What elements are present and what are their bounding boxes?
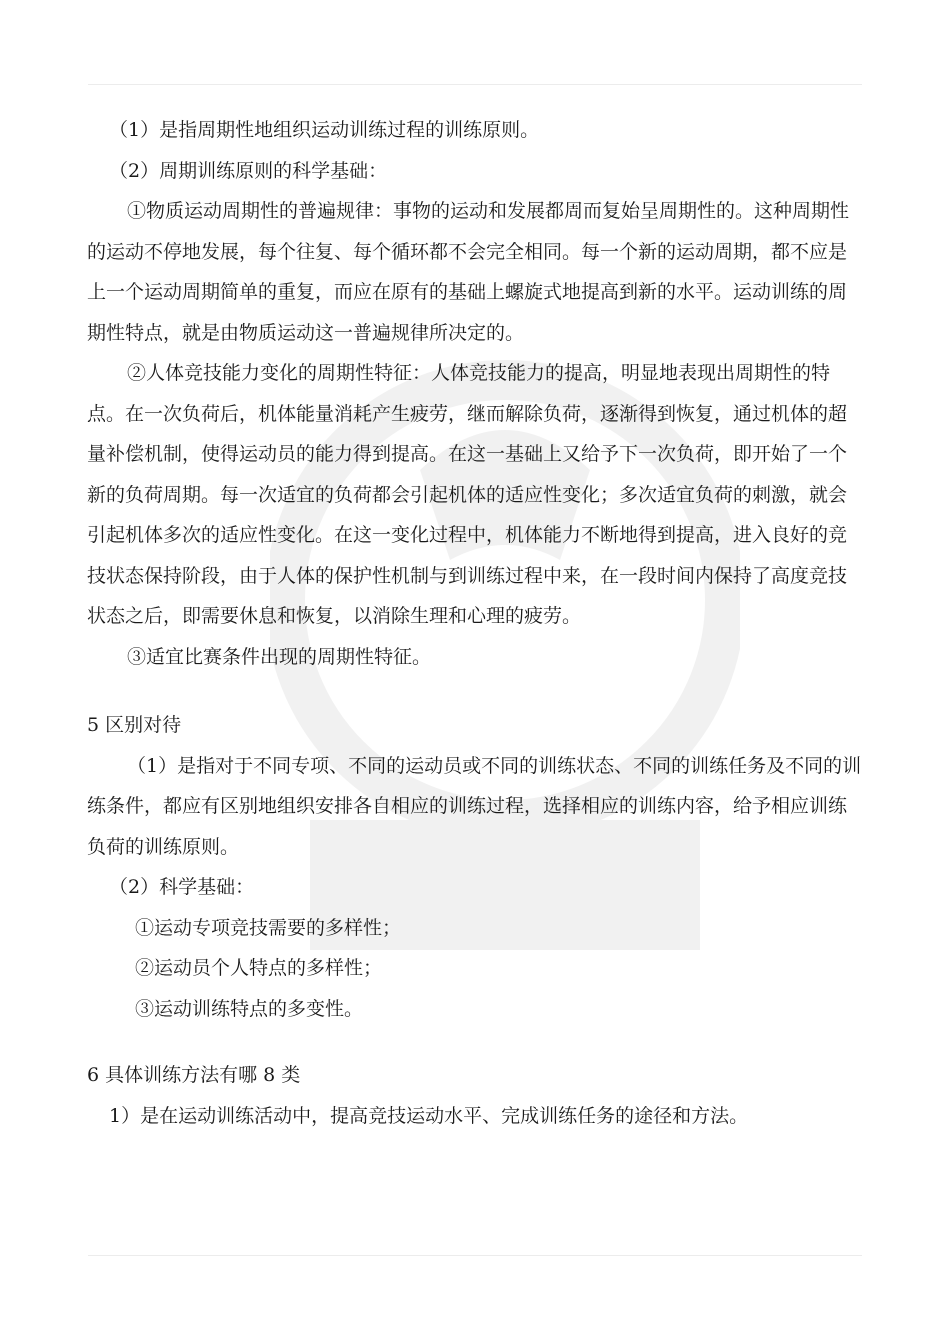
paragraph: ②人体竞技能力变化的周期性特征：人体竞技能力的提高，明显地表现出周期性的特点。在一次负荷后，机体能量消耗产生疲劳，继而解除负荷，逐渐得到恢复，通过机体的超量补偿机制，使得运动员的能力得到提高。在这一基础上又给予下一次负荷，即开始了一个新的负荷周期。每一次适宜的负荷都会引起机体的适应性变化；多次适宜负荷的刺激，就会引起机体多次的适应性变化。在这一变化过程中，机体能力不断地得到提高，进入良好的竞技状态保持阶段，由于人体的保护性机制与到训练过程中来，在一段时间内保持了高度竞技状态之后，即需要休息和恢复，以消除生理和心理的疲劳。 (87, 362, 848, 627)
paragraph: （2）周期训练原则的科学基础： (109, 159, 388, 182)
paragraph: ①运动专项竞技需要的多样性； (135, 916, 402, 939)
paragraph: （1）是指周期性地组织运动训练过程的训练原则。 (109, 119, 540, 141)
paragraph: （2）科学基础： (109, 876, 255, 898)
section-heading: 5 区别对待 (87, 714, 182, 736)
paragraph: ②运动员个人特点的多样性； (135, 957, 383, 979)
footer-rule (88, 1255, 862, 1256)
paragraph: ①物质运动周期性的普遍规律：事物的运动和发展都周而复始呈周期性的。这种周期性的运动不停地发展，每个往复、每个循环都不会完全相同。每一个新的运动周期，都不应是上一个运动周期简单的重复，而应在原有的基础上螺旋式地提高到新的水平。运动训练的周期性特点，就是由物质运动这一普遍规律所决定的。 (87, 200, 850, 344)
paragraph: ③适宜比赛条件出现的周期性特征。 (127, 645, 432, 668)
section-heading: 6 具体训练方法有哪 8 类 (87, 1064, 301, 1086)
paragraph: 1）是在运动训练活动中，提高竞技运动水平、完成训练任务的途径和方法。 (109, 1104, 749, 1127)
document-body (87, 110, 863, 1136)
paragraph: （1）是指对于不同专项、不同的运动员或不同的训练状态、不同的训练任务及不同的训练条件，都应有区别地组织安排各自相应的训练过程，选择相应的训练内容，给予相应训练负荷的训练原则。 (87, 754, 862, 858)
paragraph: ③运动训练特点的多变性。 (135, 997, 364, 1020)
header-rule (88, 84, 862, 85)
